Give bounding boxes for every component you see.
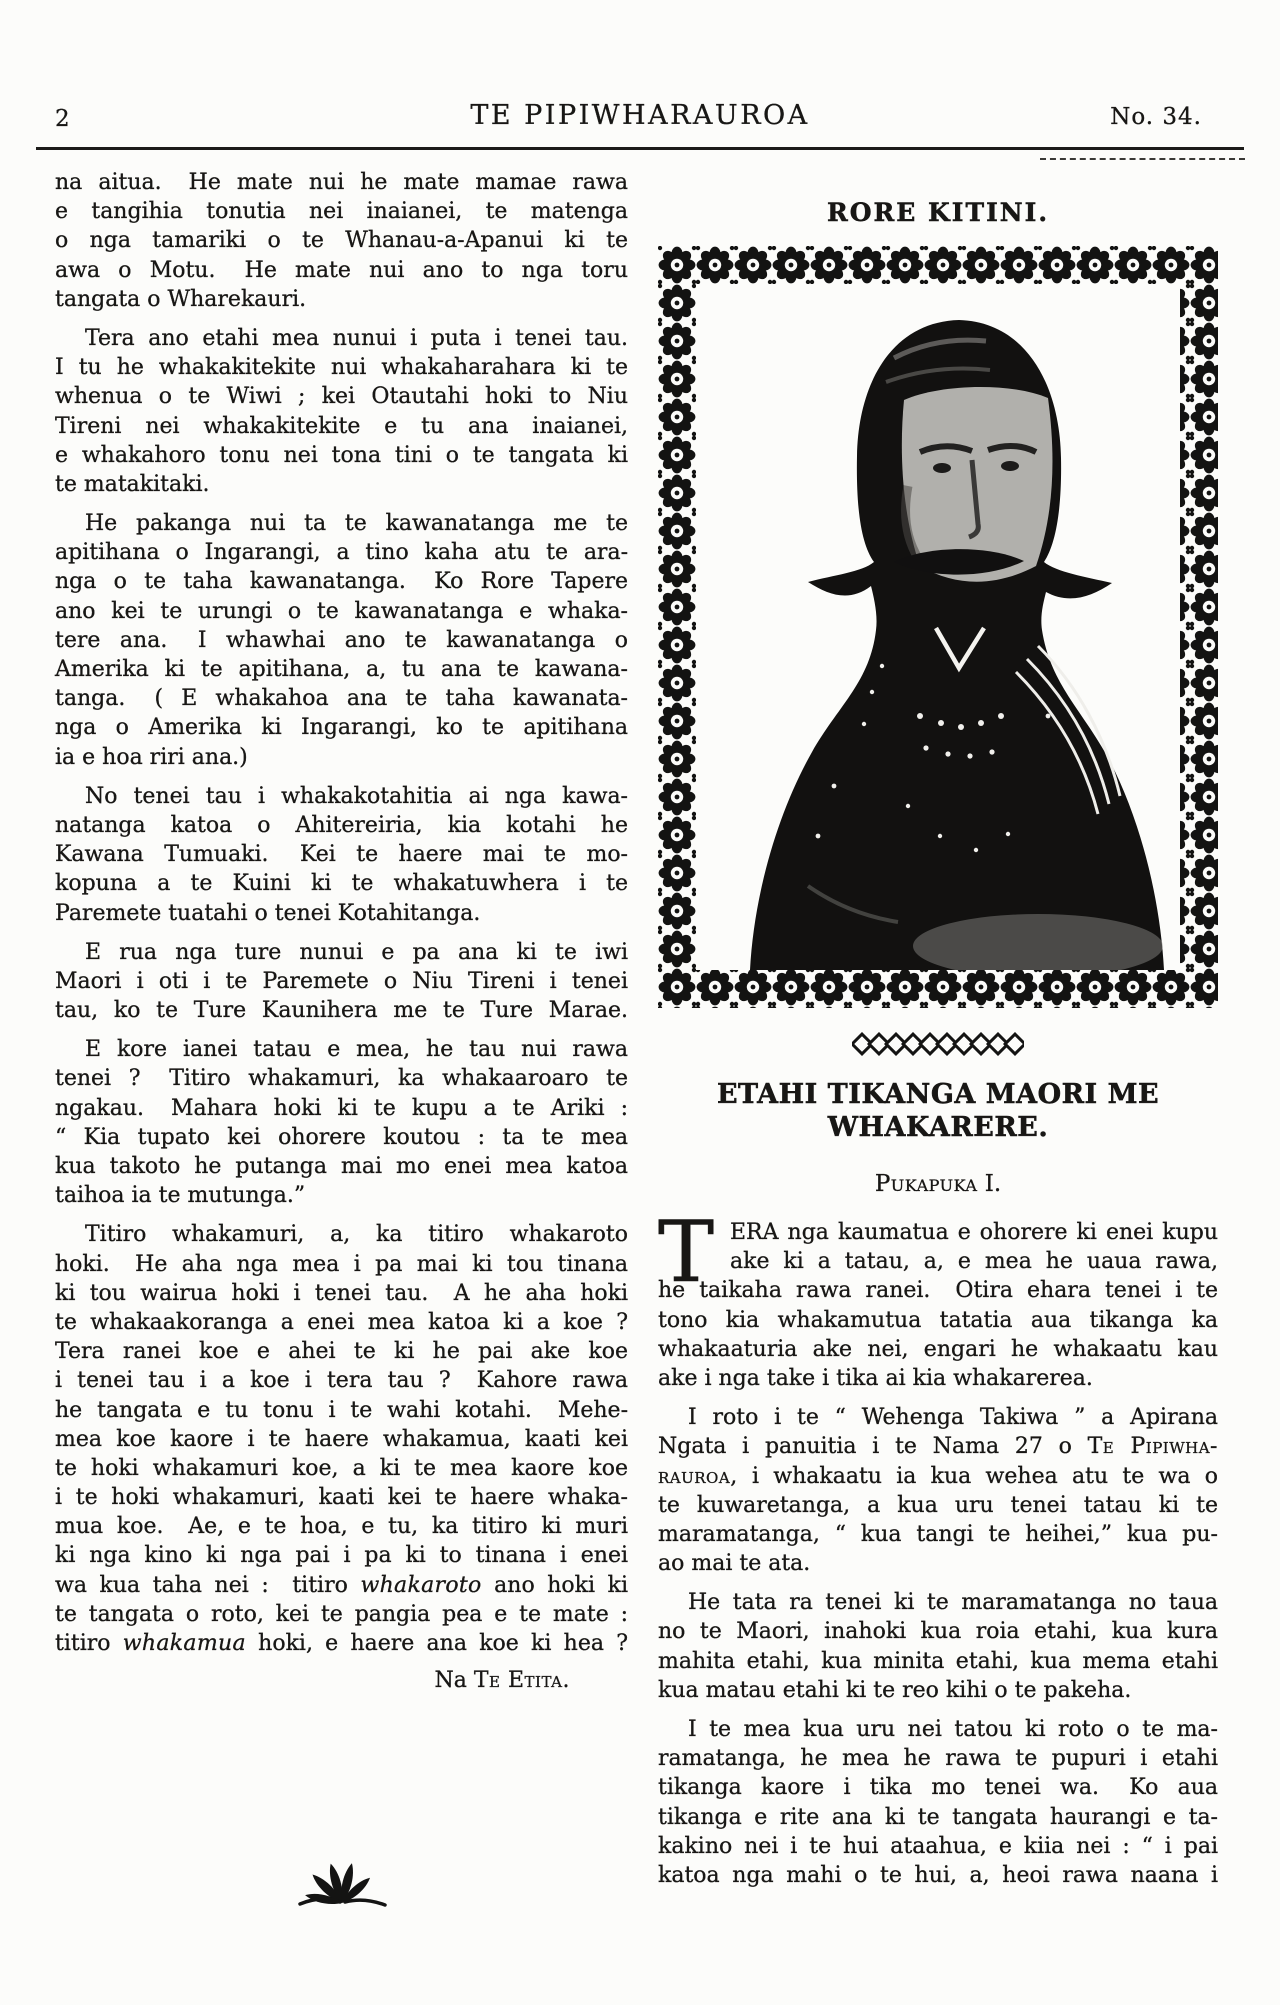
text-line: ake i nga take i tika ai kia whakarerea.: [658, 1365, 1093, 1391]
article-paragraph: [55, 509, 628, 772]
text-line: katoa nga mahi o te hui, a, heoi rawa naana i: [658, 1862, 1218, 1888]
article-title-line2: WHAKARERE.: [827, 1112, 1049, 1143]
leaf-fan-ornament-icon: [282, 1845, 402, 1913]
text-line: mea koe kaore i te haere whakamua, kaati kei: [55, 1426, 628, 1452]
text-line: He tata ra tenei ki te maramatanga no taua: [688, 1590, 1218, 1616]
article-title-etahi-tikanga: [658, 1078, 1218, 1144]
text-line: o nga tamariki o te Whanau-a-Apanui ki te: [55, 228, 628, 254]
text-line: i te hoki whakamuri, kaati kei te haere whaka-: [55, 1485, 628, 1511]
article-paragraph: [55, 168, 628, 314]
text-line: tono kia whakamutua tatatia aua tikanga ka: [658, 1307, 1218, 1333]
text-line: kua takoto he putanga mai mo enei mea katoa: [55, 1154, 628, 1179]
portrait-illustration: [750, 320, 1164, 978]
text-line: wa kua taha nei : titiro whakaroto ano hoki ki: [55, 1572, 628, 1598]
text-line: taihoa ia te mutunga.”: [55, 1183, 306, 1209]
article-title-rore-kitini: RORE KITINI.: [826, 198, 1050, 227]
drop-cap: T: [658, 1203, 715, 1301]
text-line: ramatanga, he mea he rawa te pupuri i etahi: [658, 1746, 1218, 1772]
text-line: he tangata e tu tonu i te wahi kotahi. Mehe-: [55, 1397, 628, 1423]
article-paragraph: [658, 1203, 1218, 1393]
page-number: 2: [55, 106, 70, 132]
text-line: te tangata o roto, kei te pangia pea e te mate :: [55, 1601, 628, 1627]
diamond-chain-divider-icon: [658, 1032, 1218, 1056]
text-line: te whakaakoranga a enei mea katoa ki a koe ?: [55, 1309, 628, 1335]
text-line: ake ki a tatau, a, e mea he uaua rawa,: [730, 1249, 1218, 1275]
text-line: ki tou wairua hoki i tenei tau. A he aha hoki: [55, 1280, 628, 1306]
header-rule-dashed: [1040, 158, 1245, 160]
text-line: i tenei tau i a koe i tera tau ? Kahore rawa: [55, 1368, 628, 1394]
left-column: [55, 168, 628, 1913]
text-line: na aitua. He mate nui he mate mamae rawa: [55, 170, 628, 195]
text-line: ki nga kino ki nga pai i pa ki to tinana i enei: [55, 1543, 628, 1569]
text-line: no te Maori, inahoki kua roia etahi, kua kura: [658, 1619, 1218, 1645]
right-column: [658, 196, 1218, 1900]
text-line: I tu he whakakitekite nui whakaharahara ki te: [55, 355, 628, 381]
text-line: apitihana o Ingarangi, a tino kaha atu te ara-: [55, 540, 628, 566]
text-line: Ngata i panuitia i te Nama 27 o Te Pipiwha-: [658, 1434, 1218, 1460]
text-line: Titiro whakamuri, a, ka titiro whakaroto: [85, 1222, 628, 1248]
left-article-body: [55, 168, 628, 1658]
article-paragraph: [55, 938, 628, 1026]
text-line: Maori i oti i te Paremete o Niu Tireni i tenei: [55, 968, 628, 994]
text-line: Kawana Tumuaki. Kei te haere mai te mo-: [55, 842, 628, 868]
article-paragraph: [55, 782, 628, 928]
article-paragraph: [55, 324, 628, 499]
subheading-pukapuka: Pukapuka I.: [874, 1171, 1002, 1197]
article-paragraph: [658, 1588, 1218, 1705]
right-article-body: [658, 1203, 1218, 1890]
text-line: E rua nga ture nunui e pa ana ki te iwi: [85, 939, 628, 965]
text-line: e whakahoro tonu nei tona tini o te tangata ki: [55, 442, 628, 468]
text-line: awa o Motu. He mate nui ano to nga toru: [55, 257, 628, 283]
text-line: te matakitaki.: [55, 471, 210, 497]
text-line: Tireni nei whakakitekite e tu ana inaianei,: [55, 413, 628, 439]
text-line: Tera ranei koe e ahei te ki he pai ake koe: [55, 1339, 628, 1365]
text-line: Paremete tuatahi o tenei Kotahitanga.: [55, 900, 481, 926]
text-line: rauroa, i whakaatu ia kua wehea atu te wa o: [658, 1463, 1218, 1489]
text-line: hoki. He aha nga mea i pa mai ki tou tinana: [55, 1251, 628, 1277]
text-line: tere ana. I whawhai ano te kawanatanga o: [55, 627, 628, 653]
text-line: E kore ianei tatau e mea, he tau nui rawa: [85, 1037, 628, 1063]
text-line: maramatanga, “ kua tangi te heihei,” kua pu-: [658, 1521, 1218, 1547]
text-line: mahita etahi, kua minita etahi, kua mema etahi: [658, 1648, 1218, 1674]
editor-signature: Na Te Etita.: [434, 1668, 570, 1694]
article-paragraph: [55, 1035, 628, 1210]
text-line: nga o te taha kawanatanga. Ko Rore Tapere: [55, 569, 628, 595]
text-line: kopuna a te Kuini ki te whakatuwhera i te: [55, 871, 628, 897]
text-line: kakino nei i te hui ataahua, e kiia nei : “ i pai: [658, 1833, 1218, 1859]
text-line: tikanga e rite ana ki te tangata haurangi e ta-: [658, 1804, 1218, 1830]
text-line: ano kei te urungi o te kawanatanga e whaka-: [55, 598, 628, 624]
text-line: mua koe. Ae, e te hoa, e tu, ka titiro ki muri: [55, 1514, 628, 1540]
text-line: “ Kia tupato kei ohorere koutou : ta te mea: [55, 1124, 628, 1150]
text-line: ERA nga kaumatua e ohorere ki enei kupu: [730, 1220, 1218, 1245]
text-line: ngakau. Mahara hoki ki te kupu a te Ariki :: [55, 1095, 628, 1121]
text-line: kua matau etahi ki te reo kihi o te pakeha.: [658, 1677, 1132, 1703]
article-paragraph: [658, 1715, 1218, 1890]
text-line: nga o Amerika ki Ingarangi, ko te apitihana: [55, 715, 628, 741]
text-line: Tera ano etahi mea nunui i puta i tenei tau.: [85, 325, 628, 351]
text-line: ao mai te ata.: [658, 1551, 811, 1577]
text-line: I te mea kua uru nei tatou ki roto o te ma-: [688, 1717, 1218, 1742]
portrait-frame: [658, 246, 1218, 1008]
text-line: e tangihia tonutia nei inaianei, te matenga: [55, 199, 628, 225]
text-line: tanga. ( E whakahoa ana te taha kawanata-: [55, 686, 628, 712]
text-line: whakaaturia ake nei, engari he whakaatu kau: [658, 1336, 1218, 1362]
masthead-title: TE PIPIWHARAUROA: [470, 100, 810, 131]
text-line: tenei ? Titiro whakamuri, ka whakaaroaro te: [55, 1066, 628, 1092]
text-line: tau, ko te Ture Kaunihera me te Ture Marae.: [55, 998, 628, 1024]
header-rule: [36, 147, 1244, 150]
article-paragraph: [658, 1403, 1218, 1578]
issue-number: No. 34.: [1110, 104, 1202, 130]
text-line: He pakanga nui ta te kawanatanga me te: [85, 511, 628, 537]
article-title-line1: ETAHI TIKANGA MAORI ME: [716, 1079, 1160, 1110]
text-line: titiro whakamua hoki, e haere ana koe ki hea ?: [55, 1631, 629, 1656]
text-line: No tenei tau i whakakotahitia ai nga kawa-: [85, 783, 628, 809]
text-line: te kuwaretanga, a kua uru tenei tatau ki te: [658, 1492, 1218, 1518]
text-line: natanga katoa o Ahitereiria, kia kotahi he: [55, 812, 628, 838]
text-line: te hoki whakamuri koe, a ki te mea kaore koe: [55, 1455, 628, 1481]
text-line: Amerika ki te apitihana, a, tu ana te kawana-: [55, 657, 628, 682]
text-line: tangata o Wharekauri.: [55, 286, 307, 312]
text-line: ia e hoa riri ana.): [55, 744, 248, 770]
article-paragraph: [55, 1220, 628, 1658]
text-line: tikanga kaore i tika mo tenei wa. Ko aua: [658, 1775, 1218, 1801]
text-line: I roto i te “ Wehenga Takiwa ” a Apirana: [688, 1405, 1218, 1431]
text-line: he taikaha rawa ranei. Otira ehara tenei i te: [658, 1278, 1218, 1304]
flower-border-and-portrait: [658, 246, 1218, 1008]
text-line: whenua o te Wiwi ; kei Otautahi hoki to Niu: [55, 384, 628, 410]
